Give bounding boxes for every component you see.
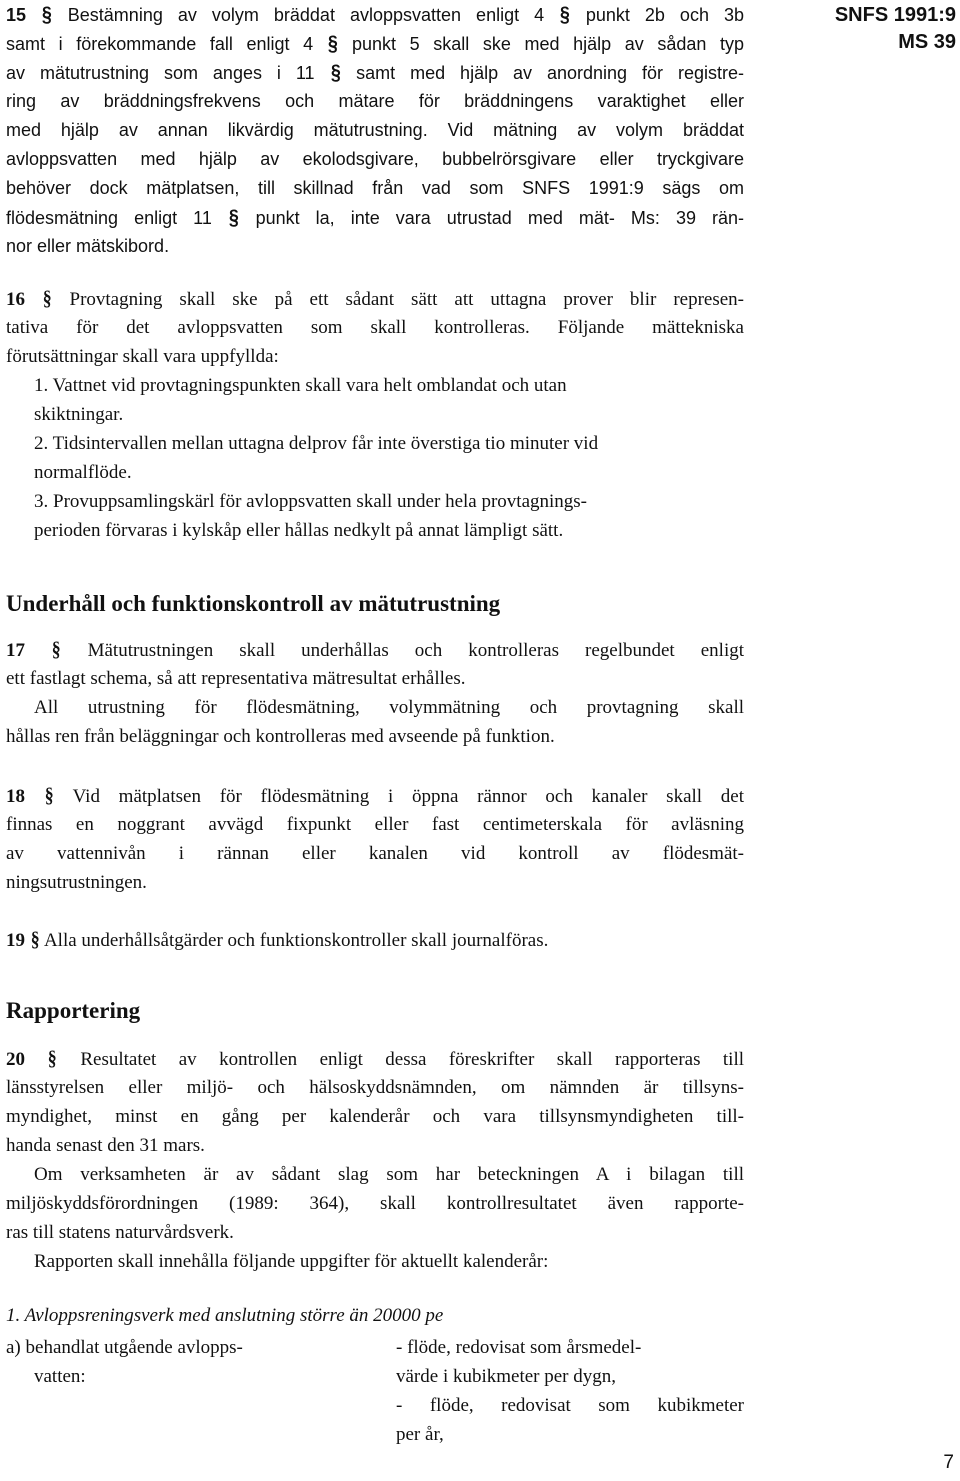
section-18: [6, 781, 744, 897]
paragraph-sign: §: [327, 32, 338, 55]
list-item: 3. Provuppsamlingskärl för avloppsvatten skall under hela provtagnings-: [34, 491, 588, 512]
paragraph-sign: §: [42, 286, 52, 310]
paragraph-line: 18 § Vid mätplatsen för flödesmätning i öppna rännor och kanaler skall det: [6, 781, 744, 810]
item-a-desc-line: värde i kubikmeter per dygn,: [396, 1366, 617, 1387]
item-a-description: [396, 1333, 744, 1449]
item-a-label-line: a) behandlat utgående avlopps-: [6, 1337, 243, 1358]
list-item: 1. Vattnet vid provtagningspunkten skall vara helt omblandat och utan: [34, 375, 567, 396]
paragraph-line: ningsutrustningen.: [6, 872, 147, 893]
paragraph-sign: §: [41, 3, 52, 26]
paragraph-line: handa senast den 31 mars.: [6, 1135, 205, 1156]
paragraph-line: förutsättningar skall vara uppfyllda:: [6, 346, 279, 367]
paragraph-line: ras till statens naturvårdsverk.: [6, 1222, 234, 1243]
page-number: 7: [943, 1452, 954, 1473]
list-item: 2. Tidsintervallen mellan uttagna delprov får inte överstiga tio minuter vid: [34, 433, 599, 454]
paragraph-line: 15 § Bestämning av volym bräddat avloppsvatten enligt 4 § punkt 2b och 3b: [6, 0, 744, 29]
document-code: [835, 2, 956, 56]
paragraph-sign: §: [44, 783, 54, 807]
item-a-label: [6, 1333, 243, 1391]
paragraph-sign: §: [30, 927, 40, 951]
paragraph-sign: §: [560, 3, 570, 26]
paragraph-line: myndighet, minst en gång per kalenderår och vara tillsynsmyndigheten till-: [6, 1106, 744, 1127]
section-15: [6, 0, 744, 261]
paragraph-line: av vattennivån i rännan eller kanalen vid kontroll av flödesmät-: [6, 843, 744, 864]
item-a-desc-line: per år,: [396, 1424, 444, 1445]
document-code-line2: MS 39: [898, 31, 956, 53]
paragraph-sign: §: [48, 1046, 58, 1070]
paragraph-line: av mätutrustning som anges i 11 § samt med hjälp av anordning för registre-: [6, 58, 744, 87]
paragraph-line: avloppsvatten med hjälp av ekolodsgivare, bubbelrörsgivare eller tryckgivare: [6, 149, 744, 169]
paragraph-line: ring av bräddningsfrekvens och mätare för bräddningens varaktighet eller: [6, 91, 744, 111]
subsection-heading: 1. Avloppsreningsverk med anslutning större än 20000 pe: [6, 1305, 444, 1326]
paragraph-line: All utrustning för flödesmätning, volymmätning och provtagning skall: [34, 697, 744, 718]
paragraph-line: Rapporten skall innehålla följande uppgifter för aktuellt kalenderår:: [34, 1251, 549, 1272]
paragraph-line: finnas en noggrant avvägd fixpunkt eller fast centimeterskala för avläsning: [6, 814, 744, 835]
section-20: [6, 1044, 744, 1276]
paragraph-line: behöver dock mätplatsen, till skillnad från vad som SNFS 1991:9 sägs om: [6, 178, 744, 198]
paragraph-line: 20 § Resultatet av kontrollen enligt dessa föreskrifter skall rapporteras till: [6, 1044, 744, 1073]
paragraph-line: 16 § Provtagning skall ske på ett sådant sätt att uttagna prover blir represen-: [6, 284, 744, 313]
list-item-cont: perioden förvaras i kylskåp eller hållas nedkylt på annat lämpligt sätt.: [34, 520, 564, 541]
paragraph-sign: §: [51, 637, 61, 661]
item-a-desc-line: - flöde, redovisat som årsmedel-: [396, 1337, 642, 1358]
item-a-desc-line: - flöde, redovisat som kubikmeter: [396, 1395, 744, 1416]
paragraph-line: hållas ren från beläggningar och kontrolleras med avseende på funktion.: [6, 726, 555, 747]
paragraph-line: nor eller mätskibord.: [6, 236, 170, 256]
paragraph-sign: §: [330, 61, 341, 84]
list-item-cont: normalflöde.: [34, 462, 132, 483]
paragraph-sign: §: [228, 206, 239, 229]
paragraph-line: ett fastlagt schema, så att representativa mätresultat erhålles.: [6, 668, 466, 689]
paragraph-line: Om verksamheten är av sådant slag som har beteckningen A i bilagan till: [34, 1164, 744, 1185]
paragraph-line: samt i förekommande fall enligt 4 § punkt 5 skall ske med hjälp av sådan typ: [6, 29, 744, 58]
section-17: [6, 635, 744, 751]
item-a-label-line: vatten:: [34, 1366, 86, 1387]
section-heading: Rapportering: [6, 998, 141, 1023]
paragraph-line: flödesmätning enligt 11 § punkt la, inte vara utrustad med mät- Ms: 39 rän-: [6, 203, 744, 232]
paragraph-line: miljöskyddsförordningen (1989: 364), skall kontrollresultatet även rapporte-: [6, 1193, 744, 1214]
section-19: [6, 925, 744, 954]
paragraph-line: med hjälp av annan likvärdig mätutrustning. Vid mätning av volym bräddat: [6, 120, 744, 140]
paragraph-line: 19 § Alla underhållsåtgärder och funktionskontroller skall journalföras.: [6, 925, 744, 954]
document-code-line1: SNFS 1991:9: [834, 4, 956, 26]
paragraph-line: länsstyrelsen eller miljö- och hälsoskyddsnämnden, om nämnden är tillsyns-: [6, 1077, 744, 1098]
paragraph-line: tativa för det avloppsvatten som skall kontrolleras. Följande mättekniska: [6, 317, 744, 338]
list-item-cont: skiktningar.: [34, 404, 124, 425]
paragraph-line: 17 § Mätutrustningen skall underhållas och kontrolleras regelbundet enligt: [6, 635, 744, 664]
section-heading: Underhåll och funktionskontroll av mätutrustning: [6, 591, 501, 616]
section-16: [6, 284, 744, 545]
